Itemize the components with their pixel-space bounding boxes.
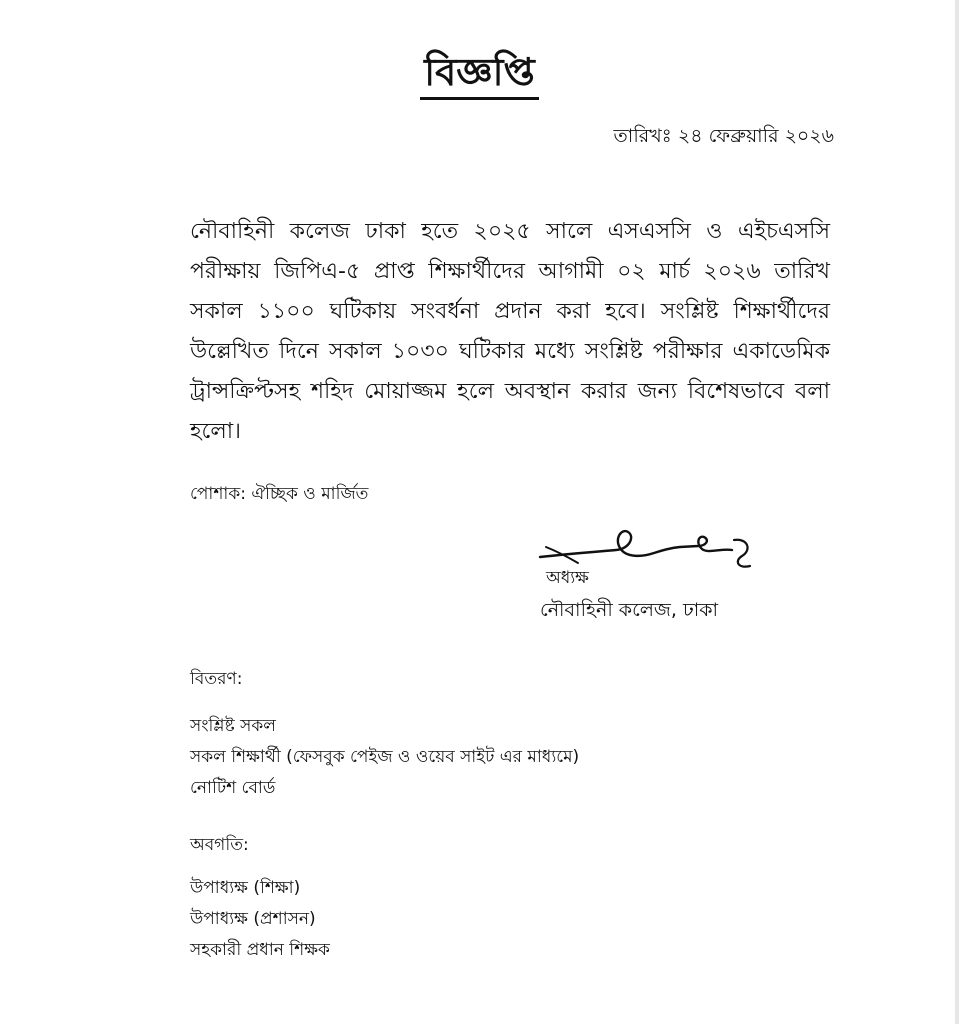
notice-title-text: বিজ্ঞপ্তি (420, 47, 539, 100)
signatory-designation: অধ্যক্ষ (546, 568, 589, 588)
information-list (190, 873, 330, 966)
distribution-item: সংশ্লিষ্ট সকল (190, 716, 276, 736)
signatory-organization: নৌবাহিনী কলেজ, ঢাকা (540, 599, 719, 621)
distribution-item: সকল শিক্ষার্থী (ফেসবুক পেইজ ও ওয়েব সাইট এর মাধ্যমে) (190, 747, 580, 767)
notice-date: তারিখঃ ২৪ ফেব্রুয়ারি ২০২৬ (613, 125, 834, 147)
distribution-heading: বিতরণ: (190, 669, 243, 689)
dress-code: পোশাক: ঐচ্ছিক ও মার্জিত (190, 484, 369, 504)
page-edge-shadow (955, 0, 959, 1024)
notice-body: নৌবাহিনী কলেজ ঢাকা হতে ২০২৫ সালে এসএসসি ও এইচএসসি পরীক্ষায় জিপিএ-৫ প্রাপ্ত শিক্ষার্থীদের আগামী ০২ মার্চ ২০২৬ তারিখ সকাল ১১০০ ঘটিকায় সংবর্ধনা প্রদান করা হবে। সংশ্লিষ্ট শিক্ষার্থীদের উল্লেখিত দিনে সকাল ১০৩০ ঘটিকার মধ্যে সংশ্লিষ্ট পরীক্ষার একাডেমিক ট্রান্সক্রিপ্টসহ শহিদ মোয়াজ্জম হলে অবস্থান করার জন্য বিশেষভাবে বলা হলো। (190, 219, 830, 444)
information-heading: অবগতি: (190, 835, 249, 855)
information-item: উপাধ্যক্ষ (প্রশাসন) (190, 909, 316, 929)
notice-title (0, 44, 959, 100)
information-item: সহকারী প্রধান শিক্ষক (190, 940, 330, 960)
distribution-list (190, 711, 579, 804)
distribution-item: নোটিশ বোর্ড (190, 778, 276, 798)
information-item: উপাধ্যক্ষ (শিক্ষা) (190, 878, 301, 898)
